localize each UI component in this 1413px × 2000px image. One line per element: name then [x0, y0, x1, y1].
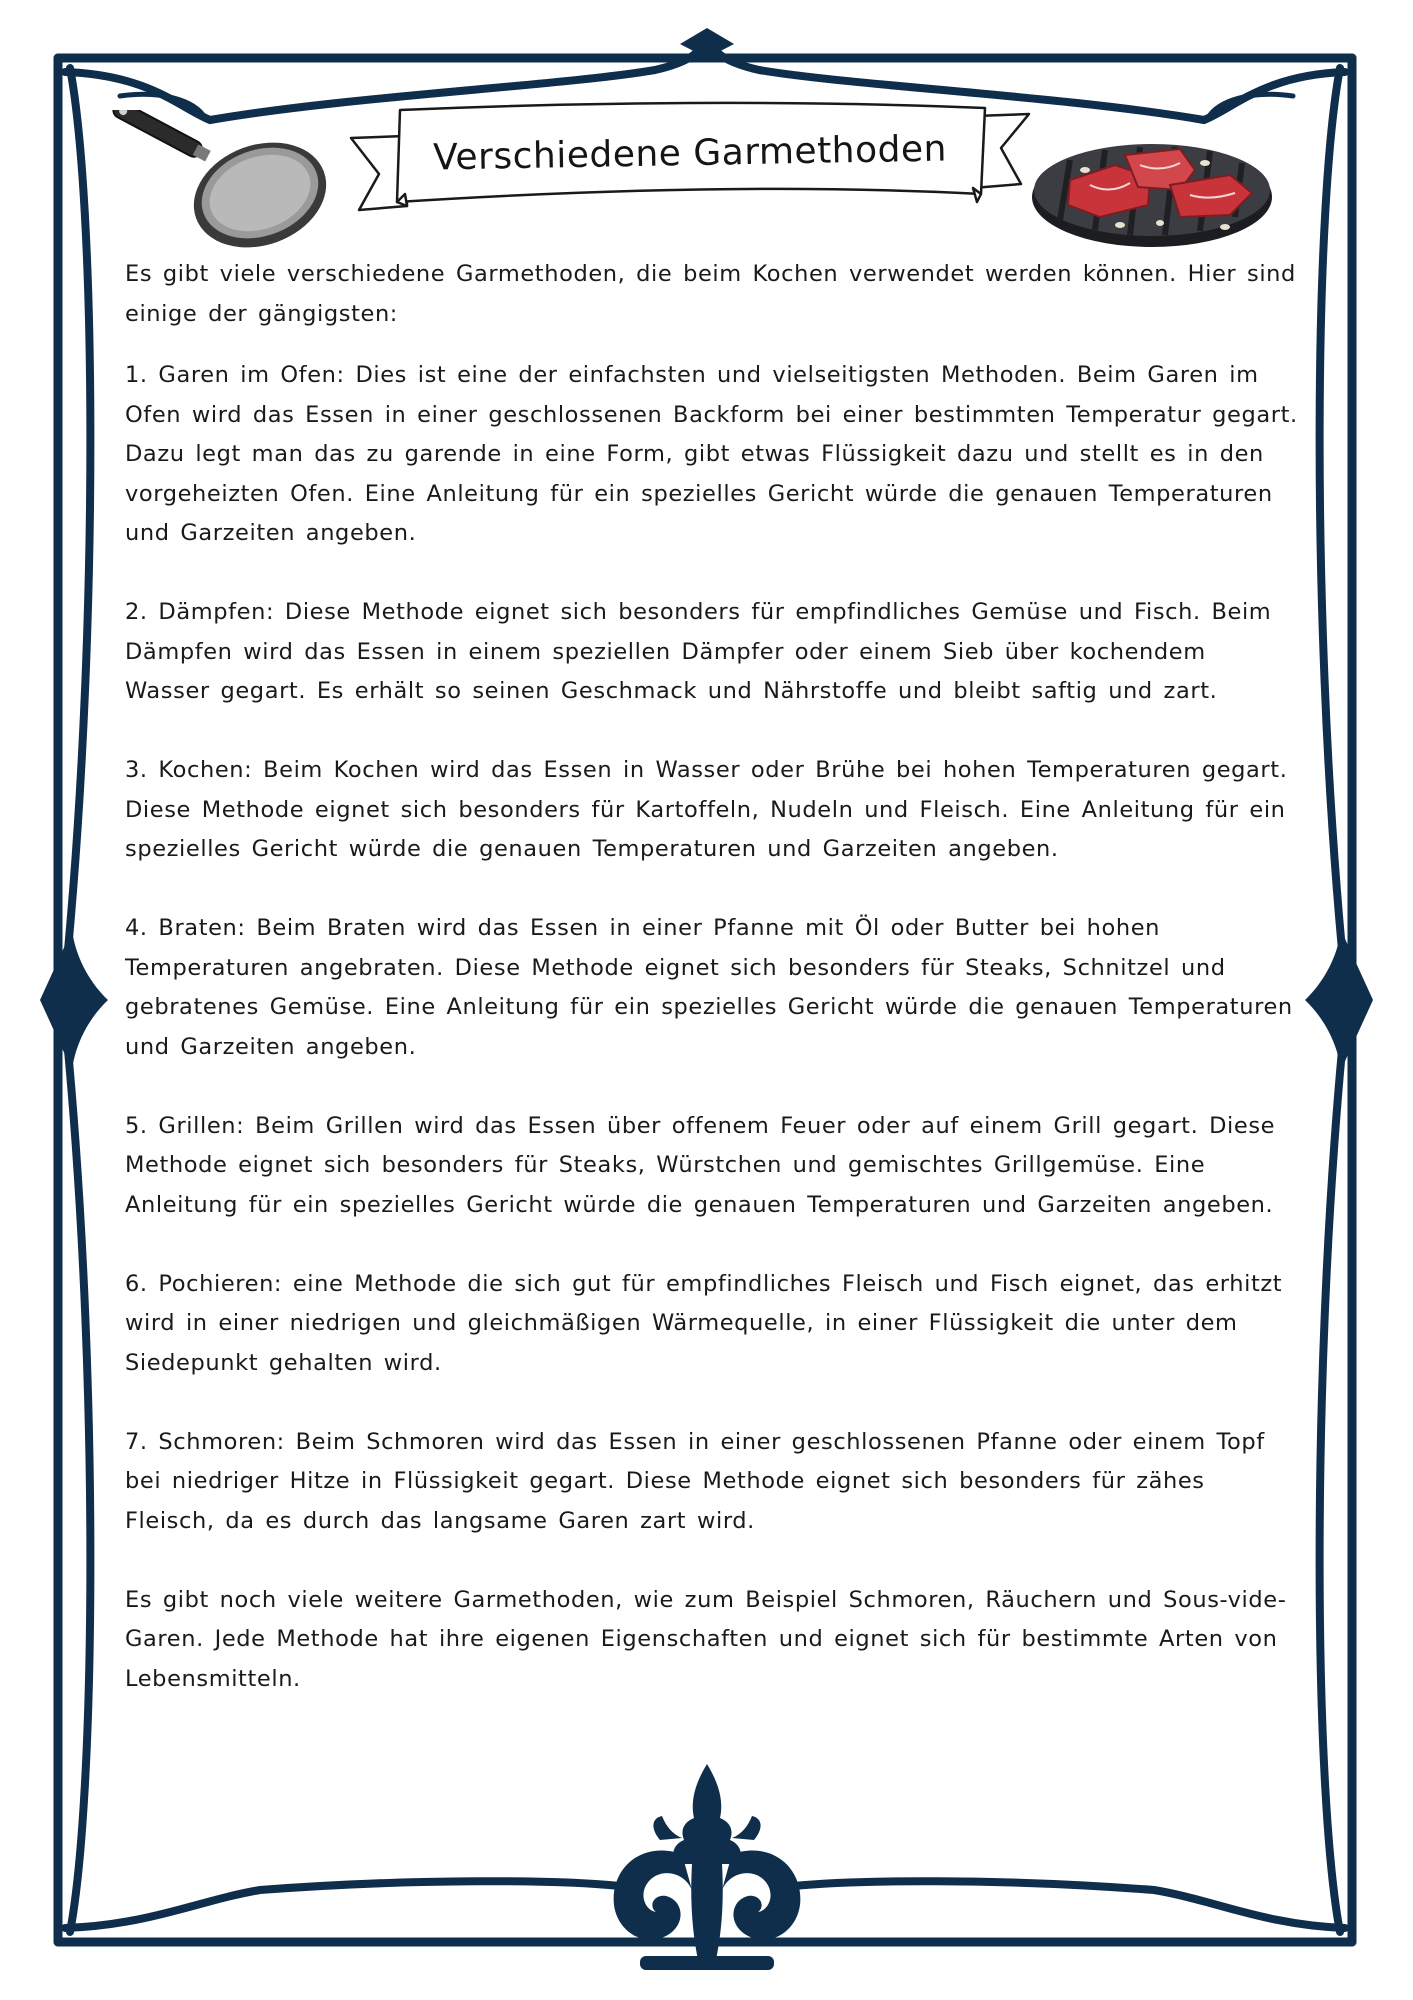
document-body: [125, 255, 1300, 1739]
intro-paragraph: Es gibt viele verschiedene Garmethoden, die beim Kochen verwendet werden können. Hier sind einige der gängigsten:: [125, 261, 1296, 327]
frying-pan-icon: [95, 110, 330, 250]
method-paragraph: 6. Pochieren: eine Methode die sich gut für empfindliches Fleisch und Fisch eignet, das erhitzt wird in einer niedrigen und gleichmäßigen Wärmequelle, in einer Flüssigkeit die unter dem Siedepunkt gehalten wird.: [125, 1270, 1283, 1376]
method-paragraph: 3. Kochen: Beim Kochen wird das Essen in Wasser oder Brühe bei hohen Temperaturen gegart. Diese Methode eignet sich besonders für Kartoffeln, Nudeln und Fleisch. Eine Anleitung für ein spezielles Gericht würde die genauen Temperaturen und Garzeiten angeben.: [125, 757, 1288, 862]
grill-plate-icon: [1030, 135, 1275, 250]
outro-paragraph: Es gibt noch viele weitere Garmethoden, wie zum Beispiel Schmoren, Räuchern und Sous-vide-Garen. Jede Methode hat ihre eigenen Eigenschaften und eignet sich für bestimmte Arten von Lebensmitteln.: [125, 1586, 1287, 1692]
method-paragraph: 5. Grillen: Beim Grillen wird das Essen über offenem Feuer oder auf einem Grill gegart. Diese Methode eignet sich besonders für Steaks, Würstchen und gemischtes Grillgemüse. Eine Anleitung für ein spezielles Gericht würde die genauen Temperaturen und Garzeiten angeben.: [125, 1112, 1276, 1218]
method-paragraph: 2. Dämpfen: Diese Methode eignet sich besonders für empfindliches Gemüse und Fisch. Beim Dämpfen wird das Essen in einem speziellen Dämpfer oder einem Sieb über kochendem Wasser gegart. Es erhält so seinen Geschmack und Nährstoffe und bleibt saftig und zart.: [125, 599, 1272, 704]
page-title: Verschiedene Garmethoden: [432, 128, 948, 178]
fleur-de-lis-ornament: [600, 1760, 815, 1985]
method-paragraph: 7. Schmoren: Beim Schmoren wird das Essen in einer geschlossenen Pfanne oder einem Topf bei niedriger Hitze in Flüssigkeit gegart. Diese Methode eignet sich besonders für zähes Fleisch, da es durch das langsame Garen zart wird.: [125, 1428, 1265, 1534]
method-paragraph: 1. Garen im Ofen: Dies ist eine der einfachsten und vielseitigsten Methoden. Beim Garen im Ofen wird das Essen in einer geschlossenen Backform bei einer bestimmten Temperatur gegart. Dazu legt man das zu garende in eine Form, gibt etwas Flüssigkeit dazu und stellt es in den vorgeheizten Ofen. Eine Anleitung für ein spezielles Gericht würde die genauen Temperaturen und Garzeiten angeben.: [125, 362, 1298, 546]
method-paragraph: 4. Braten: Beim Braten wird das Essen in einer Pfanne mit Öl oder Butter bei hohen Temperaturen angebraten. Diese Methode eignet sich besonders für Steaks, Schnitzel und gebratenes Gemüse. Eine Anleitung für ein spezielles Gericht würde die genauen Temperaturen und Garzeiten angeben.: [125, 915, 1293, 1060]
